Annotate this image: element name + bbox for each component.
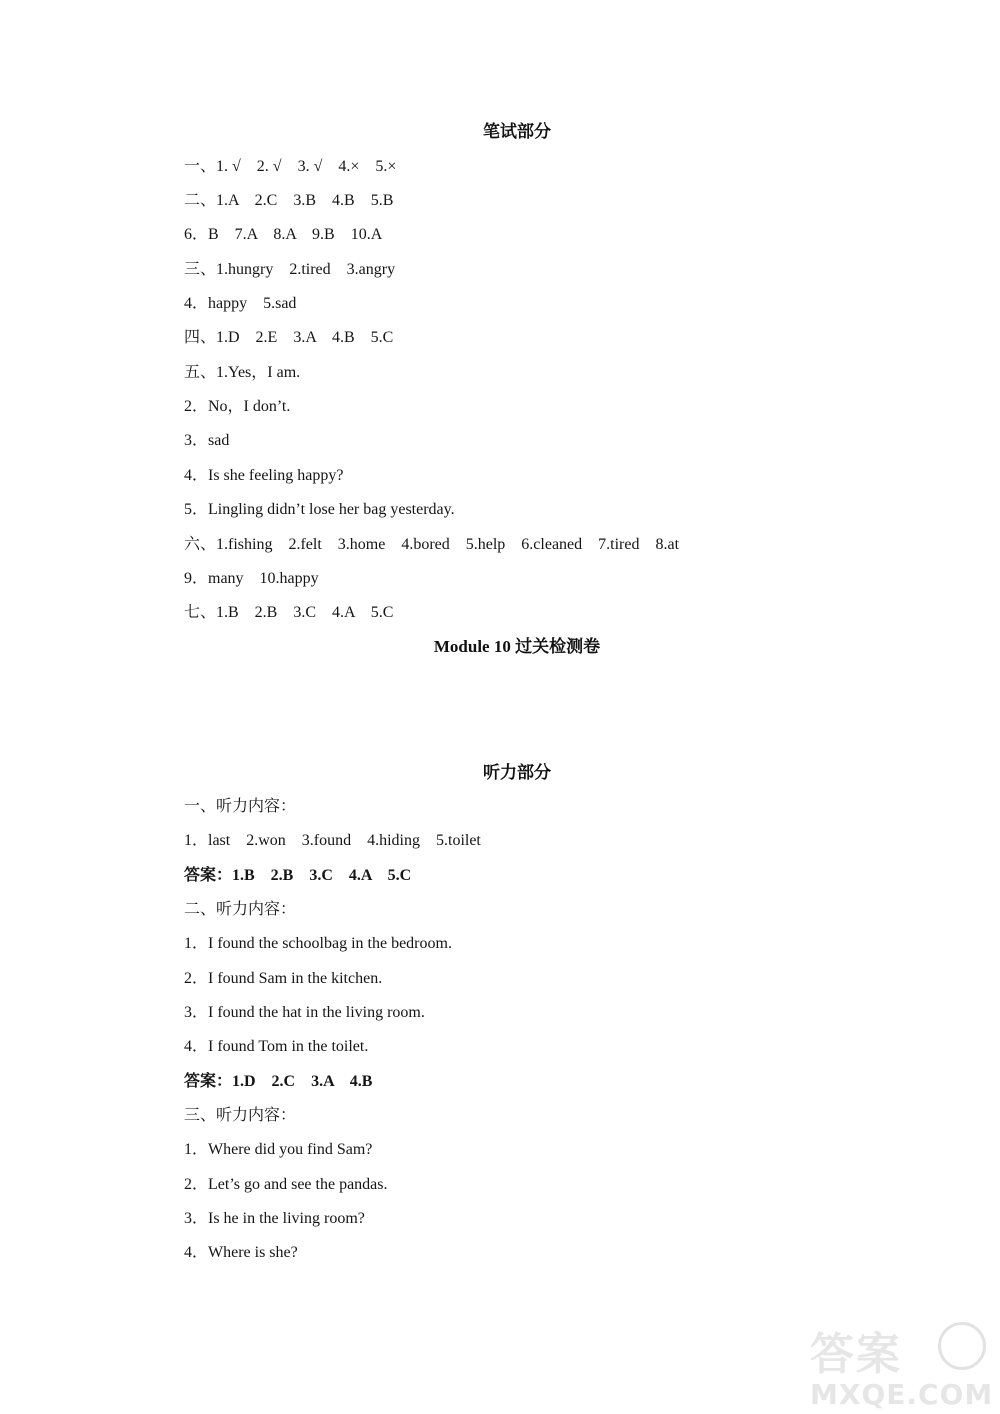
watermark xyxy=(800,1318,1000,1414)
watermark-top-text: 答案 xyxy=(810,1329,902,1380)
module-title: Module 10 过关检测卷 xyxy=(433,637,601,656)
listening-line-2: 1．last 2.won 3.found 4.hiding 5.toilet xyxy=(184,832,481,849)
listening-line-1: 一、听力内容： xyxy=(184,798,297,815)
written-line-12: 六、1.fishing 2.felt 3.home 4.bored 5.help 6.cleaned 7.tired 8.at xyxy=(184,536,680,553)
listening-line-11: 1．Where did you find Sam? xyxy=(184,1141,373,1158)
listening-answer-1: 答案：1.B 2.B 3.C 4.A 5.C xyxy=(184,867,412,884)
listening-section-title: 听力部分 xyxy=(483,763,551,782)
watermark-badge-icon xyxy=(938,1322,986,1370)
written-line-1: 一、1. √ 2. √ 3. √ 4.× 5.× xyxy=(184,158,397,175)
written-line-13: 9．many 10.happy xyxy=(184,570,319,587)
listening-line-14: 4．Where is she? xyxy=(184,1244,298,1261)
listening-answer-2: 答案：1.D 2.C 3.A 4.B xyxy=(184,1073,373,1090)
written-line-4: 三、1.hungry 2.tired 3.angry xyxy=(184,261,396,278)
written-line-2: 二、1.A 2.C 3.B 4.B 5.B xyxy=(184,192,394,209)
listening-line-5: 1．I found the schoolbag in the bedroom. xyxy=(184,935,452,952)
written-line-3: 6．B 7.A 8.A 9.B 10.A xyxy=(184,226,383,243)
written-line-9: 3．sad xyxy=(184,432,230,449)
listening-line-6: 2．I found Sam in the kitchen. xyxy=(184,970,383,987)
written-line-11: 5．Lingling didn’t lose her bag yesterday. xyxy=(184,501,455,518)
written-line-7: 五、1.Yes，I am. xyxy=(184,364,301,381)
watermark-url-text: MXQE.COM xyxy=(810,1378,994,1411)
written-line-14: 七、1.B 2.B 3.C 4.A 5.C xyxy=(184,604,394,621)
listening-line-4: 二、听力内容： xyxy=(184,901,297,918)
written-line-10: 4．Is she feeling happy? xyxy=(184,467,344,484)
written-line-6: 四、1.D 2.E 3.A 4.B 5.C xyxy=(184,329,394,346)
listening-line-10: 三、听力内容： xyxy=(184,1107,297,1124)
listening-line-12: 2．Let’s go and see the pandas. xyxy=(184,1176,388,1193)
written-line-5: 4．happy 5.sad xyxy=(184,295,297,312)
written-section-title: 笔试部分 xyxy=(483,122,551,141)
written-line-8: 2．No，I don’t. xyxy=(184,398,291,415)
listening-line-8: 4．I found Tom in the toilet. xyxy=(184,1038,369,1055)
listening-line-13: 3．Is he in the living room? xyxy=(184,1210,365,1227)
listening-line-7: 3．I found the hat in the living room. xyxy=(184,1004,425,1021)
